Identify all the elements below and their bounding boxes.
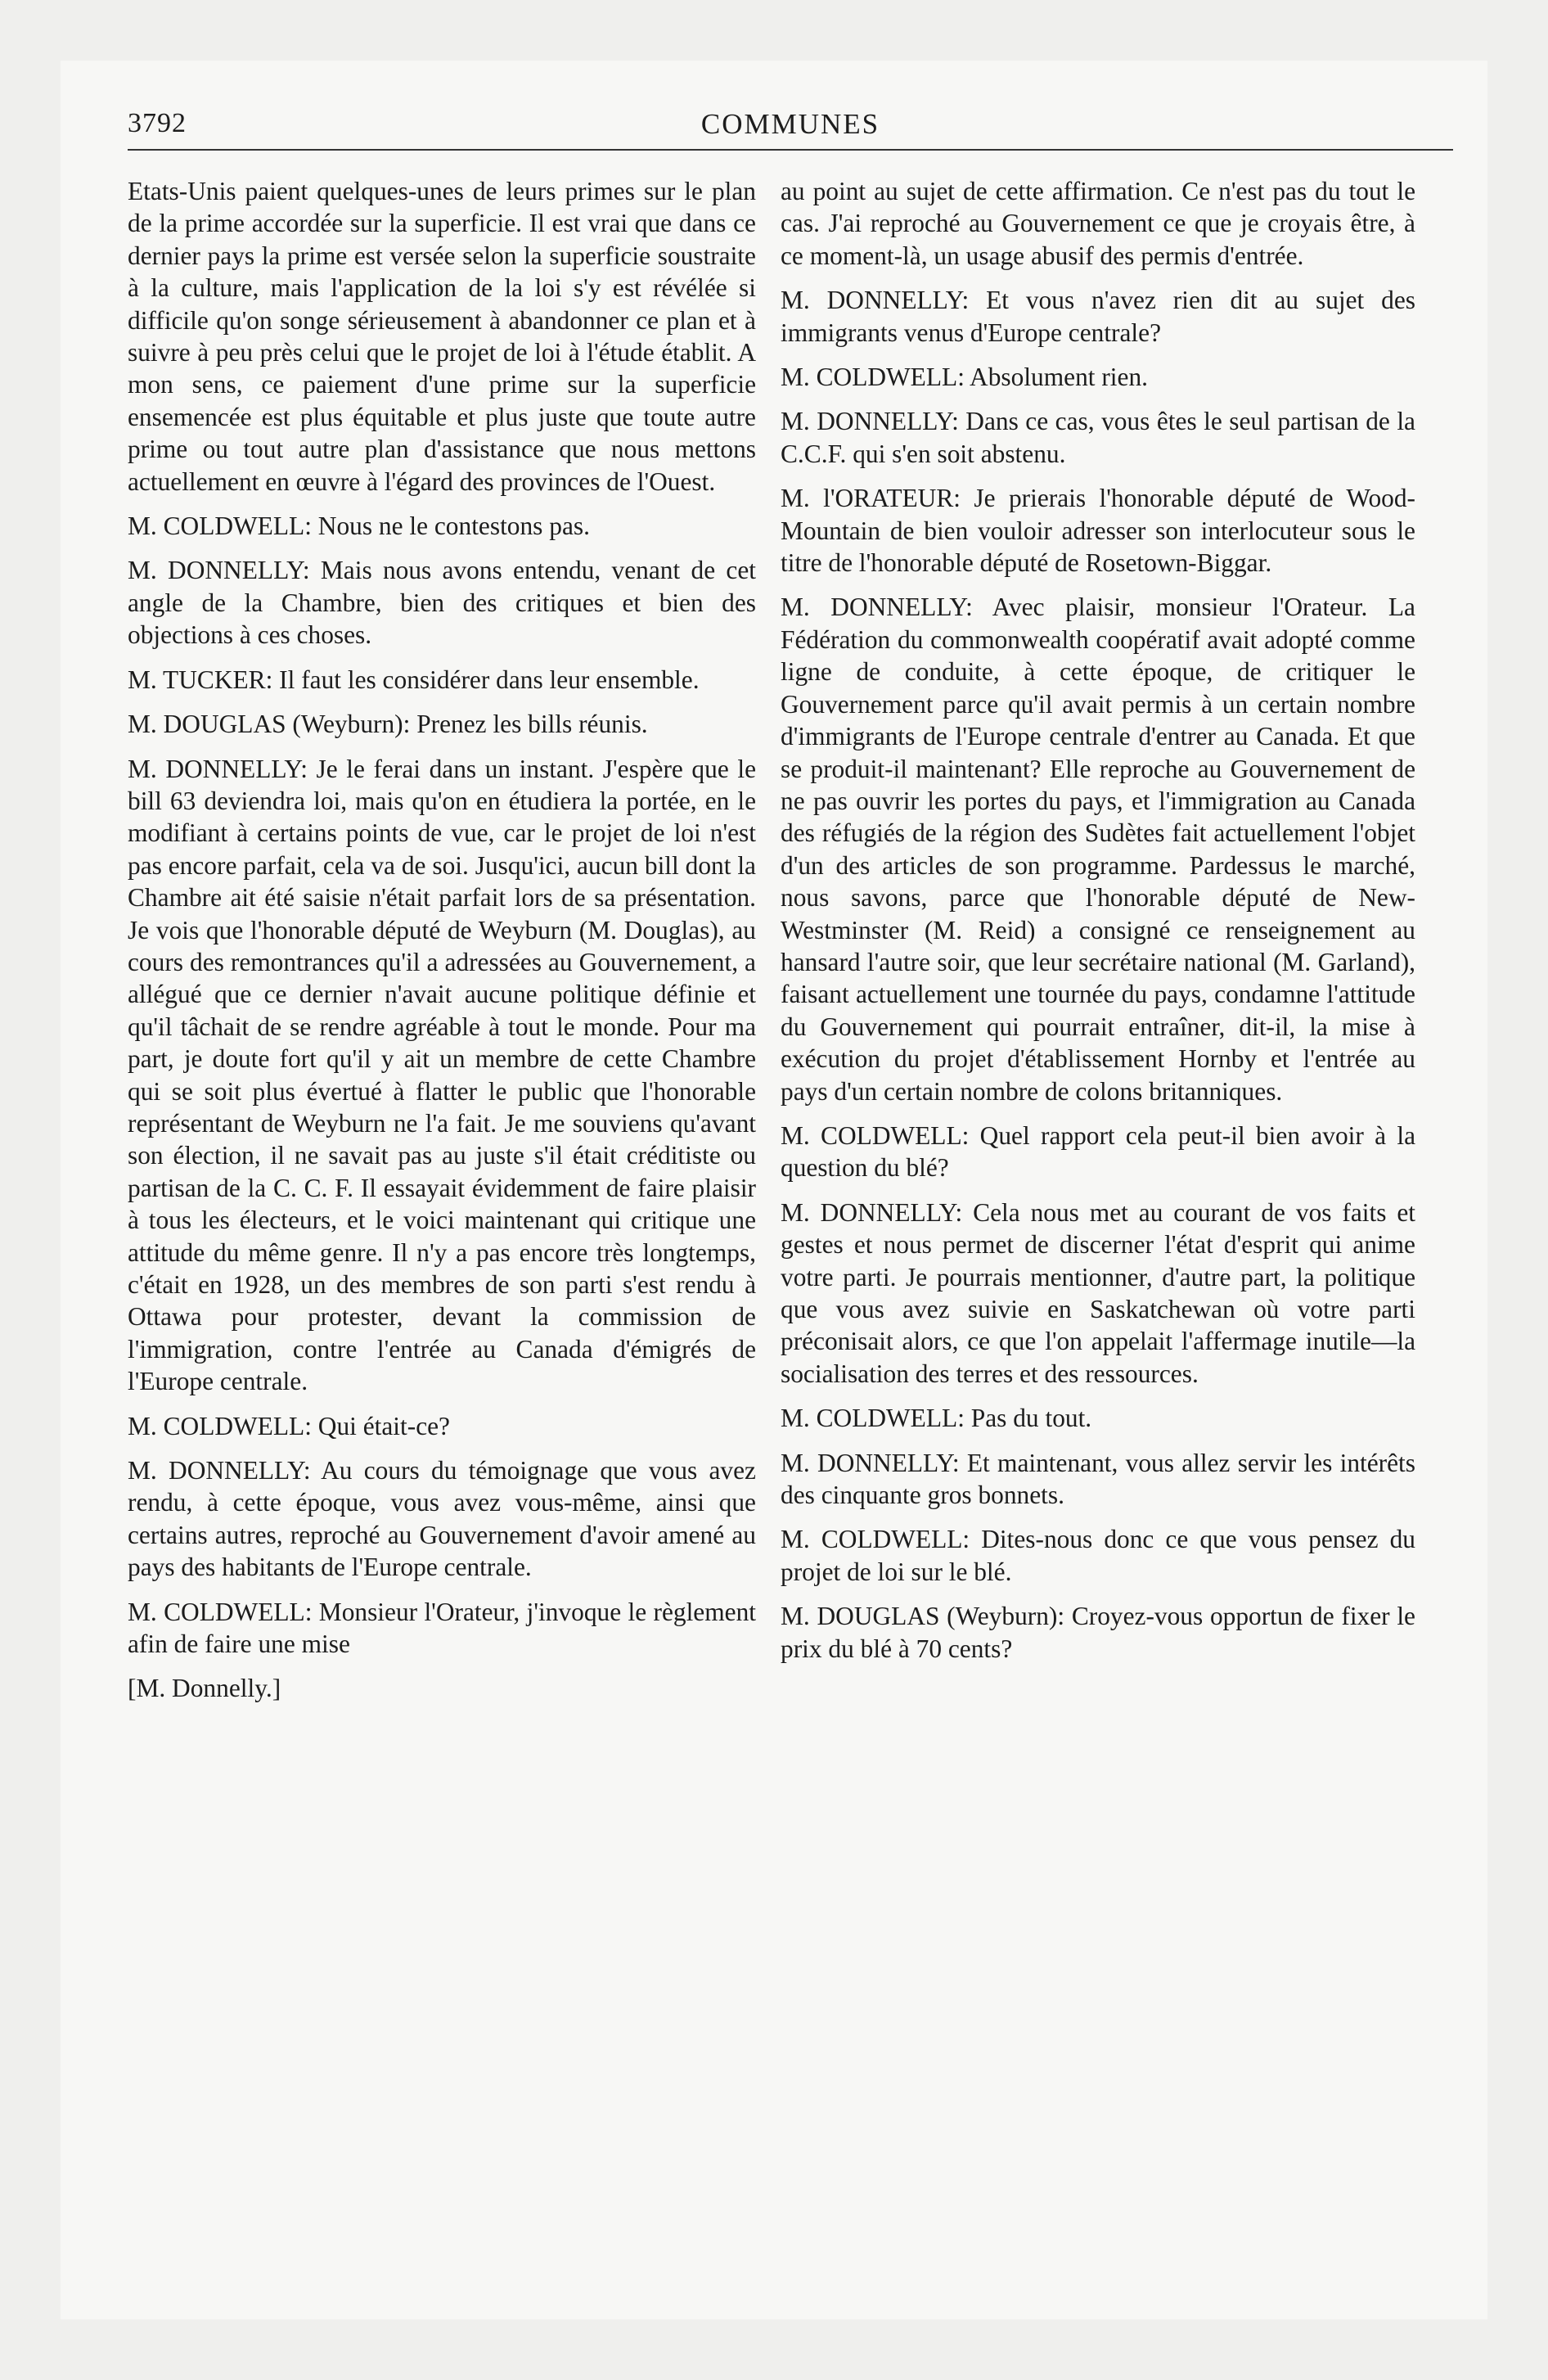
paragraph: M. COLDWELL: Qui était-ce? <box>128 1411 450 1440</box>
left-column <box>128 175 756 1717</box>
paragraph: M. DONNELLY: Et vous n'avez rien dit au sujet des immigrants venus d'Europe centrale? <box>781 286 1415 347</box>
paragraph: Etats-Unis paient quelques-unes de leurs primes sur le plan de la prime accordée sur la superficie. Il est vrai que dans ce dernier pays la prime est versée selon la superficie soustraite à la culture, mais l'application de la loi s'y est révélée si difficile qu'on songe sérieusement à abandonner ce plan et à suivre à peu près celui que le projet de loi à l'étude établit. A mon sens, ce paiement d'une prime sur la superficie ensemencée est plus équitable et plus juste que toute autre prime ou tout autre plan d'assistance que nous mettons actuellement en œuvre à l'égard des provinces de l'Ouest. <box>128 177 756 496</box>
paragraph: M. DOUGLAS (Weyburn): Prenez les bills réunis. <box>128 710 648 739</box>
header-rule <box>128 149 1453 151</box>
paragraph: M. DONNELLY: Cela nous met au courant de vos faits et gestes et nous permet de discerner l'état d'esprit qui anime votre parti. Je pourrais mentionner, d'autre part, la politique que vous avez suivie en Saskatchewan où votre parti préconisait alors, ce que l'on appelait l'affermage inutile—la socialisation des terres et des ressources. <box>781 1197 1415 1388</box>
paragraph: M. DONNELLY: Au cours du témoignage que vous avez rendu, à cette époque, vous avez vous-même, ainsi que certains autres, reproché au Gouvernement d'avoir amené au pays des habitants de l'Europe centrale. <box>128 1456 756 1582</box>
paragraph: M. DONNELLY: Avec plaisir, monsieur l'Orateur. La Fédération du commonwealth coopératif avait adopté comme ligne de conduite, à cette époque, de critiquer le Gouvernement parce qu'il avait permis à un certain nombre d'immigrants de l'Europe centrale d'entrer au Canada. Et que se produit-il maintenant? Elle reproche au Gouvernement de ne pas ouvrir les portes du pays, et l'immigration au Canada des réfugiés de la région des Sudètes fait actuellement l'objet d'un des articles de son programme. Pardessus le marché, nous savons, parce que l'honorable député de New-Westminster (M. Reid) a consigné ce renseignement au hansard l'autre soir, que leur secrétaire national (M. Garland), faisant actuellement une tournée du pays, condamne l'attitude du Gouvernement qui pourrait entraîner, dit-il, la mise à exécution du projet d'établissement Hornby et l'entrée au pays d'un certain nombre de colons britanniques. <box>781 593 1415 1106</box>
paragraph: M. DONNELLY: Et maintenant, vous allez servir les intérêts des cinquante gros bonnets. <box>781 1448 1415 1510</box>
paragraph: M. COLDWELL: Pas du tout. <box>781 1404 1092 1433</box>
paragraph: M. DONNELLY: Dans ce cas, vous êtes le seul partisan de la C.C.F. qui s'en soit abstenu. <box>781 407 1415 468</box>
paragraph: M. COLDWELL: Nous ne le contestons pas. <box>128 512 590 541</box>
paragraph: M. TUCKER: Il faut les considérer dans leur ensemble. <box>128 665 700 694</box>
page-number: 3792 <box>128 108 187 138</box>
paragraph: M. DONNELLY: Mais nous avons entendu, venant de cet angle de la Chambre, bien des critiques et bien des objections à ces choses. <box>128 556 756 650</box>
paragraph: M. l'ORATEUR: Je prierais l'honorable député de Wood-Mountain de bien vouloir adresser son interlocuteur sous le titre de l'honorable député de Rosetown-Biggar. <box>781 484 1415 578</box>
page-header <box>128 103 1453 152</box>
paragraph: M. COLDWELL: Absolument rien. <box>781 363 1149 392</box>
paragraph: M. COLDWELL: Quel rapport cela peut-il bien avoir à la question du blé? <box>781 1120 1415 1183</box>
right-column <box>781 175 1415 1677</box>
paragraph: au point au sujet de cette affirmation. Ce n'est pas du tout le cas. J'ai reproché au Gouvernement ce que je croyais être, à ce moment-là, un usage abusif des permis d'entrée. <box>781 177 1415 270</box>
paragraph: M. DOUGLAS (Weyburn): Croyez-vous opportun de fixer le prix du blé à 70 cents? <box>781 1602 1415 1663</box>
hansard-page <box>61 61 1487 2319</box>
running-title: COMMUNES <box>700 108 880 140</box>
paragraph: M. DONNELLY: Je le ferai dans un instant. J'espère que le bill 63 deviendra loi, mais qu'on en étudiera la portée, en le modifiant à certains points de vue, car le projet de loi n'est pas encore parfait, cela va de soi. Jusqu'ici, aucun bill dont la Chambre ait été saisie n'était parfait lors de sa présentation. Je vois que l'honorable député de Weyburn (M. Douglas), au cours des remontrances qu'il a adressées au Gouvernement, a allégué que ce dernier n'avait aucune politique définie et qu'il tâchait de se rendre agréable à tout le monde. Pour ma part, je doute fort qu'il y ait un membre de cette Chambre qui se soit plus évertué à flatter le public que l'honorable représentant de Weyburn ne l'a fait. Je me souviens qu'avant son élection, il ne savait pas au juste s'il était créditiste ou partisan de la C. C. F. Il essayait évidemment de faire plaisir à tous les électeurs, et le voici maintenant qui critique une attitude du même genre. Il n'y a pas encore très longtemps, c'était en 1928, un des membres de son parti s'est rendu à Ottawa pour protester, devant la commission de l'immigration, contre l'entrée au Canada d'émigrés de l'Europe centrale. <box>128 754 756 1396</box>
paragraph: M. COLDWELL: Dites-nous donc ce que vous pensez du projet de loi sur le blé. <box>781 1525 1415 1586</box>
speaker-footnote: [M. Donnelly.] <box>128 1674 281 1703</box>
paragraph: M. COLDWELL: Monsieur l'Orateur, j'invoque le règlement afin de faire une mise <box>128 1597 756 1659</box>
